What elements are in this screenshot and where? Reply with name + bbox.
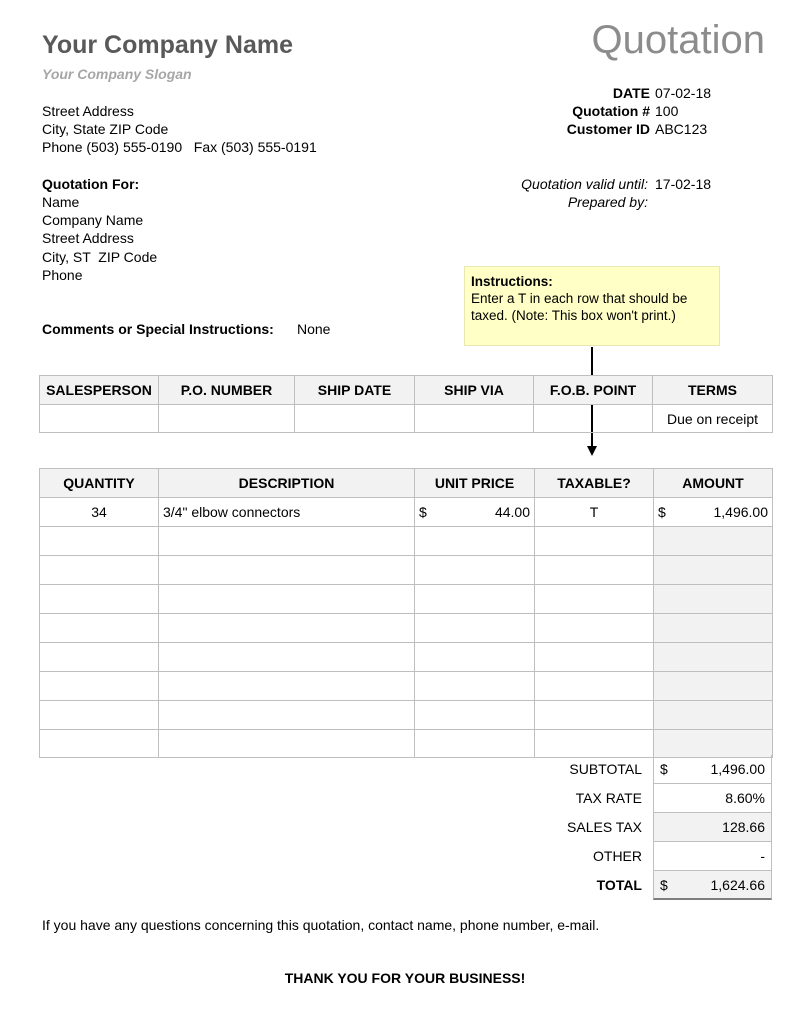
table-row (40, 643, 773, 672)
currency-symbol: $ (660, 761, 668, 777)
company-name: Your Company Name (42, 31, 293, 59)
salesperson-cell[interactable] (40, 405, 159, 433)
taxable-cell[interactable] (535, 672, 654, 701)
unit-price-cell[interactable] (415, 556, 535, 585)
quantity-cell[interactable] (40, 730, 159, 758)
description-cell[interactable] (159, 643, 415, 672)
total-row (40, 871, 772, 900)
unit-price-cell[interactable] (415, 701, 535, 730)
subtotal-label: SUBTOTAL (569, 761, 642, 777)
contact-note: If you have any questions concerning this quotation, contact name, phone number, e-mail. (42, 917, 600, 933)
description-cell[interactable] (159, 527, 415, 556)
subtotal-value: 1,496.00 (710, 761, 765, 777)
company-street: Street Address (42, 103, 134, 119)
ship-date-header: SHIP DATE (295, 376, 415, 405)
taxable-cell[interactable] (535, 730, 654, 758)
quantity-cell[interactable] (40, 614, 159, 643)
total-box (653, 871, 772, 900)
quantity-cell[interactable] (40, 527, 159, 556)
tax-rate-row (40, 784, 772, 813)
date-label: DATE (612, 85, 650, 101)
subtotal-row (40, 755, 772, 784)
taxable-cell[interactable]: T (535, 498, 654, 527)
description-cell[interactable] (159, 585, 415, 614)
currency-symbol: $ (660, 877, 668, 893)
taxable-cell[interactable] (535, 643, 654, 672)
amount-value: 1,496.00 (713, 504, 768, 520)
total-value: 1,624.66 (710, 877, 765, 893)
po-number-header: P.O. NUMBER (159, 376, 295, 405)
customer-id-label: Customer ID (566, 121, 650, 137)
instructions-text: Enter a T in each row that should be taxed. (Note: This box won't print.) (471, 291, 688, 323)
taxable-header: TAXABLE? (535, 469, 654, 498)
taxable-cell[interactable] (535, 701, 654, 730)
document-title: Quotation (591, 18, 765, 62)
table-row (40, 585, 773, 614)
description-header: DESCRIPTION (159, 469, 415, 498)
valid-until-value: 17-02-18 (655, 176, 712, 192)
table-row (40, 701, 773, 730)
thank-you-message: THANK YOU FOR YOUR BUSINESS! (284, 970, 526, 986)
other-input[interactable]: - (653, 842, 772, 871)
amount-cell (654, 498, 773, 527)
tax-rate-label: TAX RATE (575, 790, 642, 806)
terms-header: TERMS (653, 376, 773, 405)
sales-tax-value: 128.66 (653, 813, 772, 842)
company-phone-fax: Phone (503) 555-0190 Fax (503) 555-0191 (42, 139, 317, 155)
company-city: City, State ZIP Code (42, 121, 169, 137)
sales-tax-row (40, 813, 772, 842)
amount-header: AMOUNT (654, 469, 773, 498)
quantity-cell[interactable]: 34 (40, 498, 159, 527)
shipping-value-row (40, 405, 773, 433)
amount-cell (654, 701, 773, 730)
terms-cell[interactable]: Due on receipt (653, 405, 773, 433)
other-row (40, 842, 772, 871)
shipping-table (39, 375, 773, 433)
client-street: Street Address (42, 230, 134, 246)
description-cell[interactable] (159, 556, 415, 585)
instructions-note (464, 266, 720, 346)
quantity-cell[interactable] (40, 672, 159, 701)
amount-cell (654, 614, 773, 643)
prepared-by-label: Prepared by: (567, 194, 648, 210)
amount-cell (654, 643, 773, 672)
shipping-header-row (40, 376, 773, 405)
amount-cell (654, 556, 773, 585)
description-cell[interactable] (159, 614, 415, 643)
quantity-cell[interactable] (40, 585, 159, 614)
client-city: City, ST ZIP Code (42, 249, 158, 265)
ship-via-header: SHIP VIA (415, 376, 534, 405)
company-slogan: Your Company Slogan (42, 66, 192, 82)
table-row (40, 730, 773, 758)
currency-symbol: $ (419, 504, 427, 520)
subtotal-box (653, 755, 772, 784)
unit-price-cell[interactable] (415, 672, 535, 701)
unit-price-cell[interactable] (415, 730, 535, 758)
quotation-for-label: Quotation For: (42, 176, 140, 192)
arrow-down-icon (587, 446, 597, 456)
po-number-cell[interactable] (159, 405, 295, 433)
ship-via-cell[interactable] (415, 405, 534, 433)
currency-symbol: $ (658, 504, 666, 520)
taxable-cell[interactable] (535, 556, 654, 585)
tax-rate-input[interactable]: 8.60% (653, 784, 772, 813)
sales-tax-label: SALES TAX (567, 819, 642, 835)
table-row (40, 527, 773, 556)
total-label: TOTAL (596, 877, 642, 893)
ship-date-cell[interactable] (295, 405, 415, 433)
description-cell[interactable] (159, 672, 415, 701)
unit-price-header: UNIT PRICE (415, 469, 535, 498)
comments-label: Comments or Special Instructions: (42, 321, 274, 337)
description-cell[interactable] (159, 701, 415, 730)
unit-price-cell[interactable] (415, 498, 535, 527)
quantity-cell[interactable] (40, 643, 159, 672)
unit-price-cell[interactable] (415, 643, 535, 672)
taxable-cell[interactable] (535, 585, 654, 614)
salesperson-header: SALESPERSON (40, 376, 159, 405)
description-cell[interactable] (159, 730, 415, 758)
quantity-cell[interactable] (40, 701, 159, 730)
table-row (40, 556, 773, 585)
comments-value: None (297, 321, 331, 337)
client-name: Name (42, 194, 80, 210)
description-cell[interactable]: 3/4" elbow connectors (159, 498, 415, 527)
unit-price-value: 44.00 (494, 504, 530, 520)
quantity-cell[interactable] (40, 556, 159, 585)
taxable-cell[interactable] (535, 614, 654, 643)
amount-cell (654, 672, 773, 701)
quotation-number-value: 100 (655, 103, 679, 119)
amount-cell (654, 585, 773, 614)
items-table (39, 468, 773, 758)
unit-price-cell[interactable] (415, 614, 535, 643)
instructions-title: Instructions: (471, 274, 553, 289)
customer-id-value: ABC123 (655, 121, 708, 137)
amount-cell (654, 527, 773, 556)
unit-price-cell[interactable] (415, 585, 535, 614)
amount-cell (654, 730, 773, 758)
items-header-row (40, 469, 773, 498)
client-company: Company Name (42, 212, 144, 228)
unit-price-cell[interactable] (415, 527, 535, 556)
table-row (40, 498, 773, 527)
date-value: 07-02-18 (655, 85, 712, 101)
quotation-number-label: Quotation # (572, 103, 650, 119)
client-phone: Phone (42, 267, 83, 283)
other-label: OTHER (593, 848, 642, 864)
taxable-cell[interactable] (535, 527, 654, 556)
quantity-header: QUANTITY (40, 469, 159, 498)
table-row (40, 614, 773, 643)
valid-until-label: Quotation valid until: (521, 176, 648, 192)
fob-point-cell[interactable] (534, 405, 653, 433)
table-row (40, 672, 773, 701)
fob-point-header: F.O.B. POINT (534, 376, 653, 405)
